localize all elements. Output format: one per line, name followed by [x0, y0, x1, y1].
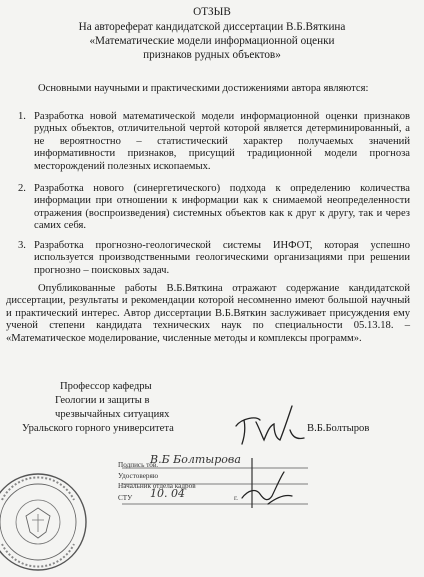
signature-line-1: Профессор кафедры	[60, 381, 152, 392]
stamp-handwritten-date: 10. 04	[150, 487, 185, 500]
item-3-number: 3.	[18, 240, 26, 251]
stamp-line-4: СТУ	[118, 494, 133, 502]
header-line-3: признаков рудных объектов»	[143, 49, 281, 61]
document-title: ОТЗЫВ	[193, 6, 231, 18]
signature-line-2: Геологии и защиты в	[55, 395, 150, 406]
stamp-handwritten-name: В.Б Болтырова	[150, 453, 241, 466]
signature-line-4: Уральского горного университета	[22, 423, 174, 434]
item-2-text: Разработка нового (синергетического) подхода к определению количества информации при отношении к информации как к снимаемой неопределенности отражения (воспроизведения) системных объектов как к друг к другу, так и через самих себя.	[34, 183, 410, 232]
item-1-number: 1.	[18, 111, 26, 122]
intro-paragraph: Основными научными и практическими достижениями автора являются:	[38, 83, 369, 94]
stamp-suffix: г.	[234, 494, 238, 502]
official-seal-icon	[0, 470, 90, 574]
signatory-name: В.Б.Болтыров	[307, 423, 370, 434]
header-line-2: «Математические модели информационной оценки	[89, 35, 335, 47]
handwritten-signature-icon	[230, 400, 310, 450]
stamp-line-1: Подпись тов.	[118, 461, 159, 469]
item-1-text: Разработка новой математической модели информационной оценки признаков рудных объектов, отличительной чертой которой является детерминированный, а не вероятностно – статистический характер получаемых значений информативности признаков, присущий традиционной модели прогноза месторождений полезных ископаемых.	[34, 111, 410, 172]
header-line-1: На автореферат кандидатской диссертации В.Б.Вяткина	[78, 21, 346, 33]
conclusion-paragraph: Опубликованные работы В.Б.Вяткина отражают содержание кандидатской диссертации, результаты и рекомендации которой несомненно имеют большой научный и практический интерес. Автор диссертации В.Б.Вяткин заслуживает присуждения ему ученой степени кандидата технических наук по специальности 05.13.18. – «Математическое моделирование, численные методы и комплексы программ».	[6, 283, 410, 344]
item-3-text: Разработка прогнозно-геологической системы ИНФОТ, которая успешно используется производственными геологическими организациями при решении прогнозно – поисковых задач.	[34, 240, 410, 276]
stamp-line-3: Начальник отдела кадров	[118, 482, 196, 490]
stamp-signature-icon	[238, 468, 298, 514]
stamp-line-2: Удостоверяю	[118, 472, 159, 480]
item-2-number: 2.	[18, 183, 26, 194]
signature-line-3: чрезвычайных ситуациях	[55, 409, 170, 420]
